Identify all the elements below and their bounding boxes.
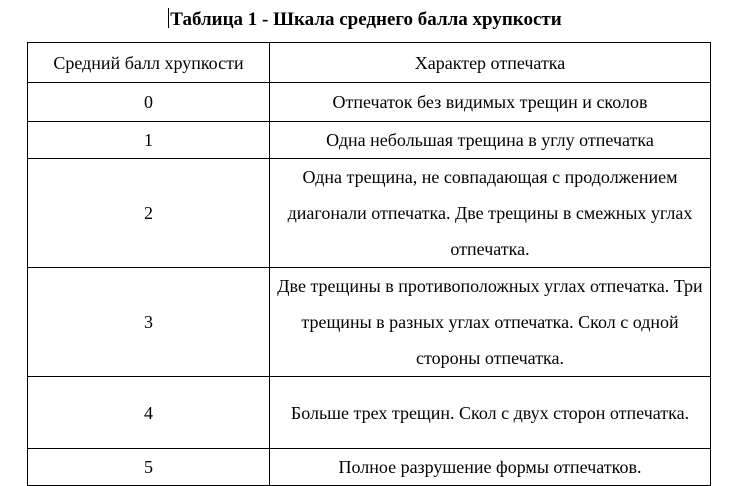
table-row — [28, 83, 711, 122]
table-row — [28, 377, 711, 449]
brittleness-scale-table — [27, 42, 711, 486]
score-cell: 5 — [28, 449, 270, 486]
table-row — [28, 449, 711, 486]
table-row — [28, 122, 711, 159]
table-caption — [0, 8, 730, 32]
score-cell: 4 — [28, 377, 270, 449]
description-cell: Одна небольшая трещина в углу отпечатка — [270, 122, 711, 159]
score-cell: 1 — [28, 122, 270, 159]
header-average-score: Средний балл хрупкости — [28, 43, 270, 83]
table-row — [28, 159, 711, 268]
description-cell: Полное разрушение формы отпечатков. — [270, 449, 711, 486]
description-cell: Две трещины в противоположных углах отпечатка. Три трещины в разных углах отпечатка. Скол с одной стороны отпечатка. — [270, 268, 711, 377]
table-row — [28, 268, 711, 377]
score-cell: 0 — [28, 83, 270, 122]
header-imprint-character: Характер отпечатка — [270, 43, 711, 83]
table-caption-text: Таблица 1 - Шкала среднего балла хрупкости — [170, 9, 562, 30]
description-cell: Отпечаток без видимых трещин и сколов — [270, 83, 711, 122]
score-cell: 3 — [28, 268, 270, 377]
description-cell: Больше трех трещин. Скол с двух сторон отпечатка. — [270, 377, 711, 449]
score-cell: 2 — [28, 159, 270, 268]
description-cell: Одна трещина, не совпадающая с продолжением диагонали отпечатка. Две трещины в смежных углах отпечатка. — [270, 159, 711, 268]
table-header-row — [28, 43, 711, 83]
